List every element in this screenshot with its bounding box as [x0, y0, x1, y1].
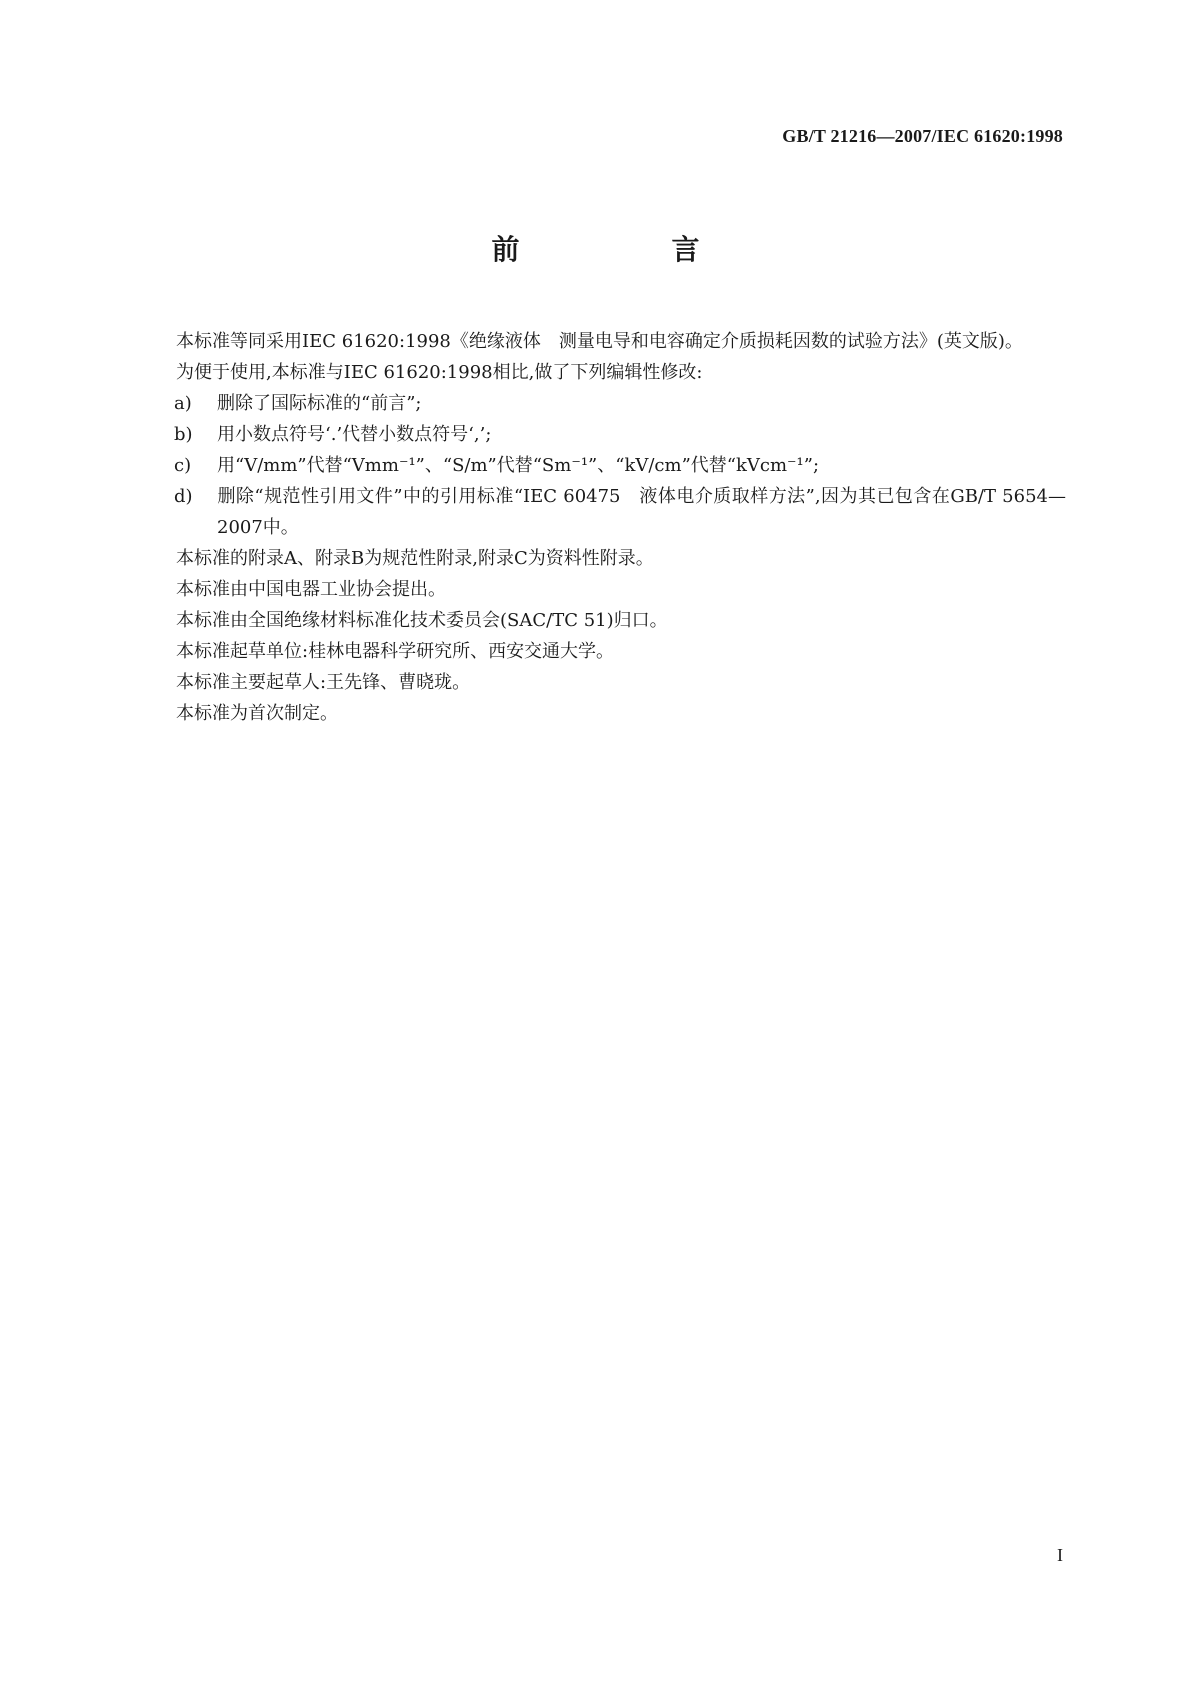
list-item-text: 删除“规范性引用文件”中的引用标准“IEC 60475 液体电介质取样方法”,因为其已包含在GB/T 5654—2007中。	[217, 486, 1066, 538]
paragraph-annexes: 本标准的附录A、附录B为规范性附录,附录C为资料性附录。	[176, 548, 654, 569]
paragraph-drafters: 本标准主要起草人:王先锋、曹晓珑。	[176, 672, 471, 693]
list-marker: a)	[174, 393, 192, 414]
page-header-standard-code: GB/T 21216—2007/IEC 61620:1998	[782, 126, 1063, 146]
list-marker: b)	[174, 424, 193, 445]
list-item-a	[124, 388, 1066, 419]
paragraph-modifications-intro: 为便于使用,本标准与IEC 61620:1998相比,做了下列编辑性修改:	[176, 362, 703, 383]
foreword-body	[124, 326, 1066, 729]
page-title: 前 言	[491, 233, 762, 266]
paragraph-centralized-by: 本标准由全国绝缘材料标准化技术委员会(SAC/TC 51)归口。	[176, 610, 668, 631]
paragraph-drafting-units: 本标准起草单位:桂林电器科学研究所、西安交通大学。	[176, 641, 615, 662]
paragraph-adoption: 本标准等同采用IEC 61620:1998《绝缘液体 测量电导和电容确定介质损耗因数的试验方法》(英文版)。	[176, 331, 1023, 352]
list-item-d	[124, 481, 1066, 543]
list-item-b	[124, 419, 1066, 450]
paragraph-proposed-by: 本标准由中国电器工业协会提出。	[176, 579, 446, 600]
list-marker: d)	[174, 486, 193, 507]
page-number: I	[1057, 1545, 1063, 1565]
list-item-text: 用“V/mm”代替“Vmm⁻¹”、“S/m”代替“Sm⁻¹”、“kV/cm”代替“kVcm⁻¹”;	[217, 455, 820, 476]
list-marker: c)	[174, 455, 192, 476]
paragraph-first-edition: 本标准为首次制定。	[176, 703, 338, 724]
list-item-c	[124, 450, 1066, 481]
list-item-text: 用小数点符号‘.’代替小数点符号‘,’;	[217, 424, 492, 445]
list-item-text: 删除了国际标准的“前言”;	[217, 393, 422, 414]
